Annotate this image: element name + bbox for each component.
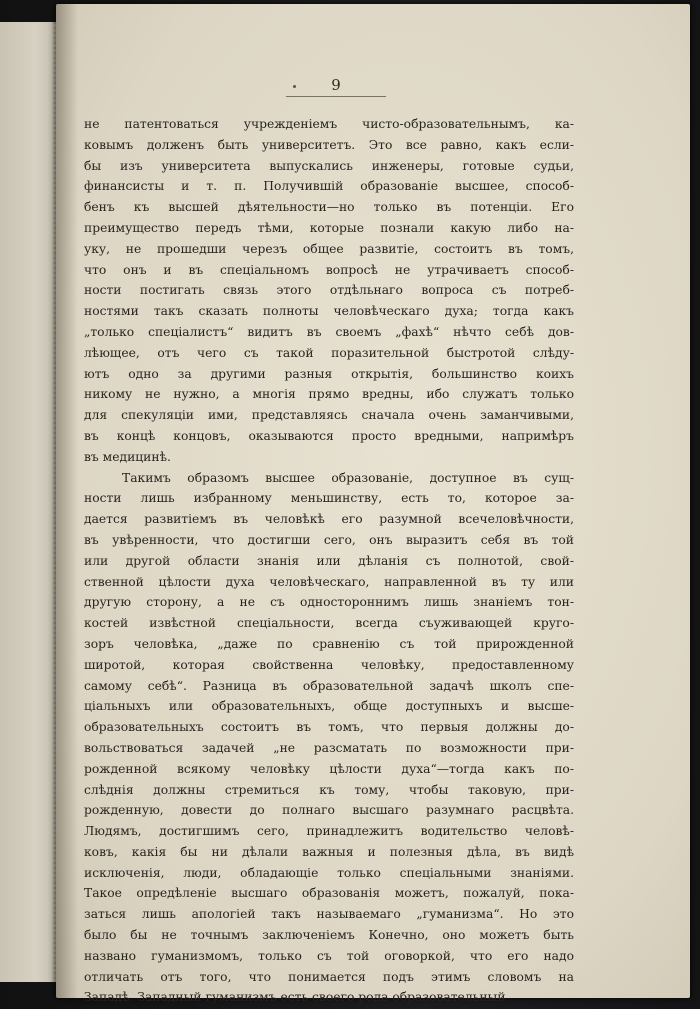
- text-line: ціальныхъ или образовательныхъ, обще доступныхъ и высше-: [84, 699, 574, 714]
- text-line: зоръ человѣка, „даже по сравненію съ той прирожденной: [84, 636, 574, 651]
- text-line: ственной цѣлости духа человѣческаго, направленной въ ту или: [84, 574, 574, 589]
- text-line: Такое опредѣленіе высшаго образованія можетъ, пожалуй, пока-: [84, 886, 574, 901]
- text-line: было бы не точнымъ заключеніемъ Конечно, оно можетъ быть: [84, 928, 574, 943]
- text-line: въ медицинѣ.: [84, 449, 171, 464]
- text-line: ности лишь избранному меньшинству, есть то, которое за-: [84, 491, 574, 506]
- text-line: Западѣ. Западный гуманизмъ есть своего рода образовательный: [84, 990, 506, 1005]
- text-line: Людямъ, достигшимъ сего, принадлежитъ водительство человѣ-: [84, 824, 574, 839]
- text-line: уку, не прошедши черезъ общее развитіе, состоитъ въ томъ,: [84, 241, 574, 256]
- text-line: дается развитіемъ въ человѣкѣ его разумной всечеловѣчности,: [84, 512, 574, 527]
- page-gutter-shadow: [56, 4, 78, 998]
- text-line: ности постигать связь этого отдѣльнаго вопроса съ потреб-: [84, 283, 574, 298]
- text-line: финансисты и т. п. Получившій образованіе высшее, способ-: [84, 179, 574, 194]
- text-line: вольствоваться задачей „не разсматать по возможности при-: [84, 740, 574, 755]
- text-line: никому не нужно, а многія прямо вредны, ибо служатъ только: [84, 387, 574, 402]
- text-line: другую сторону, а не съ одностороннимъ лишь знаніемъ тон-: [84, 595, 574, 610]
- text-line: въ увѣренности, что достигши сего, онъ выразитъ себя въ той: [84, 532, 574, 547]
- text-line: ковымъ долженъ быть университетъ. Это все равно, какъ если-: [84, 137, 574, 152]
- book-page: [56, 4, 690, 1005]
- text-line: самому себѣ“. Разница въ образовательной задачѣ школъ спе-: [84, 678, 574, 693]
- text-line: что онъ и въ спеціальномъ вопросѣ не утрачиваетъ способ-: [84, 262, 574, 277]
- text-line: ковъ, какія бы ни дѣлали важныя и полезныя дѣла, въ видѣ: [84, 844, 574, 859]
- text-line: или другой области знанія или дѣланія съ полнотой, свой-: [84, 553, 574, 568]
- text-line: рожденной всякому человѣку цѣлости духа“—тогда какъ по-: [84, 761, 574, 776]
- page-number: 9: [331, 76, 341, 94]
- text-line: заться лишь апологіей такъ называемаго „гуманизма“. Но это: [84, 907, 574, 922]
- text-line: слѣднія должны стремиться къ тому, чтобы таковую, при-: [84, 782, 574, 797]
- text-line: образовательныхъ состоитъ въ томъ, что первыя должны до-: [84, 720, 574, 735]
- text-line: костей извѣстной спеціальности, всегда съуживающей круго-: [84, 616, 574, 631]
- text-line: ютъ одно за другими разныя открытія, большинство коихъ: [84, 366, 574, 381]
- text-line: отличать отъ того, что понимается подъ этимъ словомъ на: [84, 969, 574, 984]
- left-page-edge: [0, 22, 60, 982]
- text-line: названо гуманизмомъ, только съ той оговоркой, что его надо: [84, 948, 574, 963]
- text-line: преимущество передъ тѣми, которые познали какую либо на-: [84, 220, 574, 235]
- text-line: бы изъ университета выпускались инженеры, готовые судьи,: [84, 158, 574, 173]
- body-text: [84, 114, 574, 1008]
- text-line: лѣющее, отъ чего съ такой поразительной быстротой слѣду-: [84, 345, 574, 360]
- page-number-rule: [286, 96, 386, 97]
- text-line: широтой, которая свойственна человѣку, предоставленному: [84, 657, 574, 672]
- text-line: въ концѣ концовъ, оказываются просто вредными, напримѣръ: [84, 428, 574, 443]
- text-line: рожденную, довести до полнаго высшаго разумнаго расцвѣта.: [84, 803, 574, 818]
- text-line: ностями такъ сказать полноты человѣческаго духа; тогда какъ: [84, 304, 574, 319]
- text-line: бенъ къ высшей дѣятельности—но только въ потенціи. Его: [84, 200, 574, 215]
- text-line: не патентоваться учрежденіемъ чисто-образовательнымъ, ка-: [84, 117, 574, 131]
- text-line: „только спеціалистъ“ видитъ въ своемъ „фахѣ“ нѣчто себѣ дов-: [84, 324, 574, 339]
- text-line: исключенія, люди, обладающіе только спеціальными знаніями.: [84, 865, 574, 880]
- text-line: Такимъ образомъ высшее образованіе, доступное въ сущ-: [122, 470, 574, 485]
- text-line: для спекуляціи ими, представляясь сначала очень заманчивыми,: [84, 408, 574, 423]
